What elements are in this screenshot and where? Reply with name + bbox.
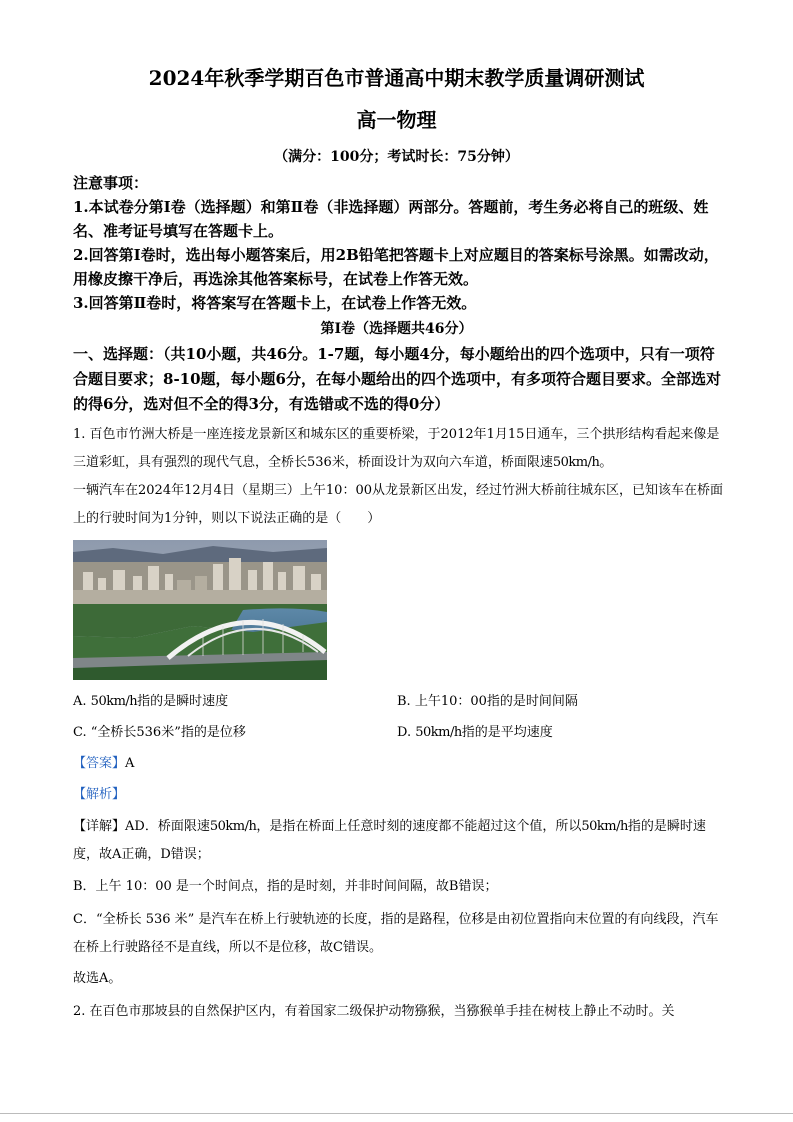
q1-analysis-tag: 【解析】: [73, 787, 126, 802]
q1-detail-b: B．上午 10：00 是一个时间点，指的是时刻，并非时间间隔，故B错误；: [73, 879, 498, 894]
question-1-stem: [73, 421, 723, 533]
q1-option-d[interactable]: D. 50km/h指的是平均速度: [397, 725, 553, 740]
q1-option-b[interactable]: B. 上午10：00指的是时间间隔: [397, 694, 578, 709]
notes-heading: 注意事项：: [73, 174, 149, 192]
q1-option-c[interactable]: C. “全桥长536米”指的是位移: [73, 725, 246, 740]
note-item-3: 3.回答第Ⅱ卷时，将答案写在答题卡上，在试卷上作答无效。: [73, 294, 477, 312]
q1-conclusion: 故选A。: [73, 971, 122, 986]
bridge-photo-illustration: [73, 540, 327, 680]
q1-stem-a: 1. 百色市竹洲大桥是一座连接龙景新区和城东区的重要桥梁，于2012年1月15日通车，三个拱形结构看起来像是三道彩虹，具有强烈的现代气息，全桥长536米，桥面设计为双向六车道，桥面限速: [73, 427, 720, 470]
section1-instructions: 一、选择题：（共10小题，共46分。1-7题，每小题4分，每小题给出的四个选项中，只有一项符合题目要求；8-10题，每小题6分，在每小题给出的四个选项中，有多项符合题目要求。全部选对的得6分，选对但不全的得3分，有选错或不选的得0分）: [73, 345, 721, 413]
q1-stem-c: 一辆汽车在2024年12月4日（星期三）上午10：00从龙景新区出发，经过竹洲大桥前往城东区，已知该车在桥面上的行驶时间为1分钟，则以下说法正确的是（ ）: [73, 483, 723, 526]
note-item-2: 2.回答第Ⅰ卷时，选出每小题答案后，用2B铅笔把答题卡上对应题目的答案标号涂黑。如需改动，用橡皮擦干净后，再选涂其他答案标号，在试卷上作答无效。: [73, 246, 719, 288]
q1-stem-b: 。: [599, 455, 613, 470]
page-bottom-divider: [0, 1113, 793, 1114]
question-2-stem: 2. 在百色市那坡县的自然保护区内，有着国家二级保护动物猕猴，当猕猴单手挂在树枝上静止不动时。关: [73, 1004, 675, 1019]
exam-meta: （满分：100分；考试时长：75分钟）: [274, 149, 519, 165]
q1-option-d-unit: 50km/h: [415, 725, 462, 740]
part1-heading: 第Ⅰ卷（选择题共46分）: [320, 321, 473, 337]
q1-option-a[interactable]: A. 50km/h指的是瞬时速度: [73, 694, 229, 709]
q1-option-a-unit: 50km/h: [90, 694, 138, 709]
q1-speed-limit: 50km/h: [552, 455, 600, 470]
q1-detail-ad: 【详解】AD．桥面限速50km/h，是指在桥面上任意时刻的速度都不能超过这个值，所以50km/h指的是瞬时速度，故A正确，D错误；: [73, 819, 706, 862]
exam-title: 2024年秋季学期百色市普通高中期末教学质量调研测试: [148, 66, 645, 90]
answer-tag: 【答案】: [73, 756, 126, 771]
note-item-1: 1.本试卷分第Ⅰ卷（选择题）和第Ⅱ卷（非选择题）两部分。答题前，考生务必将自己的班级、姓名、准考证号填写在答题卡上。: [73, 198, 709, 240]
exam-subject: 高一物理: [356, 108, 437, 132]
q1-answer: [73, 755, 134, 773]
bridge-photo: [73, 540, 327, 680]
answer-value: A: [125, 756, 135, 771]
detail-tag: 【详解】: [73, 819, 126, 834]
q1-detail-c: C．“全桥长 536 米” 是汽车在桥上行驶轨迹的长度，指的是路程，位移是由初位置指向末位置的有向线段，汽车在桥上行驶路径不是直线，所以不是位移，故C错误。: [73, 912, 719, 955]
